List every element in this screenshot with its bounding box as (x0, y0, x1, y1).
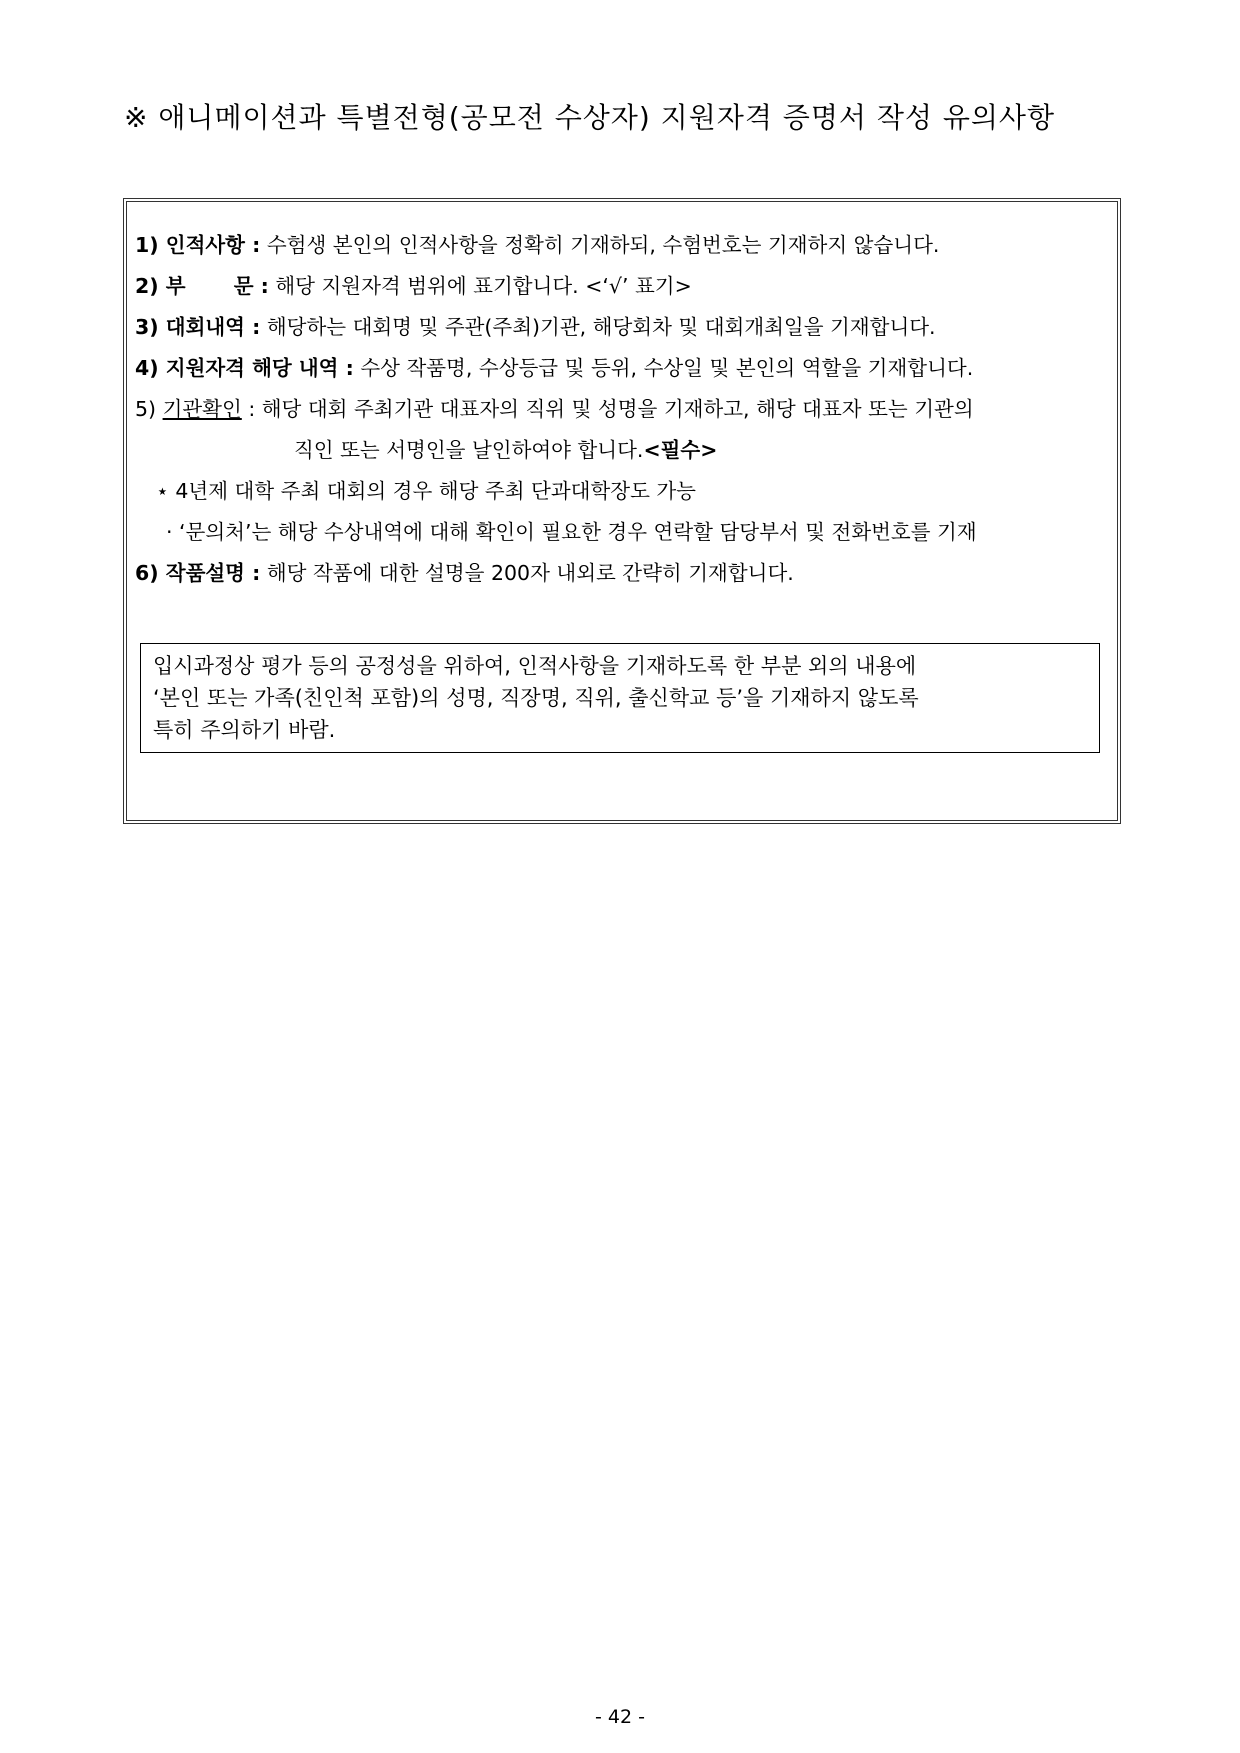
item-competition (135, 310, 936, 340)
page-number: - 42 - (595, 1706, 645, 1728)
notice-line: 입시과정상 평가 등의 공정성을 위하여, 인적사항을 기재하도록 한 부분 외의 내용에 (153, 654, 917, 678)
required-tag: <필수> (643, 438, 718, 462)
item-text: 해당하는 대회명 및 주관(주최)기관, 해당회차 및 대회개최일을 기재합니다. (260, 315, 936, 339)
item-division (135, 269, 692, 299)
item-text: 해당 작품에 대한 설명을 200자 내외로 간략히 기재합니다. (260, 561, 794, 585)
notice-box (140, 643, 1100, 753)
notice-line: ‘본인 또는 가족(친인척 포함)의 성명, 직장명, 직위, 출신학교 등’을 기재하지 않도록 (153, 686, 919, 710)
item-eligibility (135, 351, 973, 381)
item-label: 기관확인 (162, 397, 242, 421)
item-colon: : (241, 397, 256, 421)
item-label: 3) 대회내역 : (135, 315, 261, 339)
item-text: 해당 대회 주최기관 대표자의 직위 및 성명을 기재하고, 해당 대표자 또는 기관의 (255, 397, 974, 421)
item-description (135, 556, 794, 586)
item-institution-confirm (135, 392, 974, 422)
item-text: 해당 지원자격 범위에 표기합니다. <‘√’ 표기> (268, 274, 692, 298)
item-number: 5) (135, 397, 157, 421)
notice-line: 특히 주의하기 바람. (153, 718, 336, 742)
item-personal-info (135, 228, 939, 258)
item-institution-confirm-cont (294, 433, 717, 463)
item-text: 수험생 본인의 인적사항을 정확히 기재하되, 수험번호는 기재하지 않습니다. (260, 233, 940, 257)
note-university: ⋆ 4년제 대학 주최 대회의 경우 해당 주최 단과대학장도 가능 (156, 479, 696, 503)
note-contact: · ‘문의처’는 해당 수상내역에 대해 확인이 필요한 경우 연락할 담당부서 및 전화번호를 기재 (166, 520, 977, 544)
item-text-cont: 직인 또는 서명인을 날인하여야 합니다. (294, 438, 644, 462)
item-label: 1) 인적사항 : (135, 233, 261, 257)
item-label: 6) 작품설명 : (135, 561, 261, 585)
item-label: 4) 지원자격 해당 내역 : (135, 356, 354, 380)
page-title: ※ 애니메이션과 특별전형(공모전 수상자) 지원자격 증명서 작성 유의사항 (124, 101, 1056, 134)
item-text: 수상 작품명, 수상등급 및 등위, 수상일 및 본인의 역할을 기재합니다. (353, 356, 974, 380)
item-label: 2) 부 문 : (135, 274, 269, 298)
